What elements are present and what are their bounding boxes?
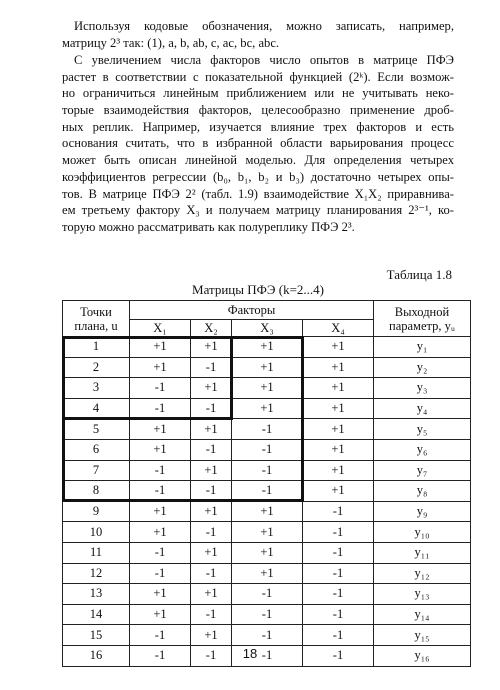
cell-x3: +1 xyxy=(232,501,303,522)
cell-x4: +1 xyxy=(303,439,374,460)
cell-x3: +1 xyxy=(232,563,303,584)
table-row xyxy=(63,481,471,502)
table-row xyxy=(63,501,471,522)
cell-x1: +1 xyxy=(130,357,191,378)
cell-x2: -1 xyxy=(191,398,232,419)
cell-point: 14 xyxy=(63,604,130,625)
cell-x4: +1 xyxy=(303,460,374,481)
table-row xyxy=(63,419,471,440)
cell-x1: -1 xyxy=(130,398,191,419)
text-line: торые взаимодействия факторов, целесообразно применение дроб- xyxy=(62,103,454,118)
paragraph-2 xyxy=(62,52,454,236)
cell-point: 11 xyxy=(63,542,130,563)
cell-x1: +1 xyxy=(130,439,191,460)
cell-x4: +1 xyxy=(303,481,374,502)
paragraph-1 xyxy=(62,18,454,51)
cell-x1: -1 xyxy=(130,378,191,399)
cell-x1: -1 xyxy=(130,481,191,502)
cell-x4: -1 xyxy=(303,584,374,605)
cell-x4: +1 xyxy=(303,419,374,440)
cell-point: 2 xyxy=(63,357,130,378)
table-row xyxy=(63,378,471,399)
cell-x2: +1 xyxy=(191,584,232,605)
cell-x2: -1 xyxy=(191,604,232,625)
cell-point: 8 xyxy=(63,481,130,502)
cell-x1: -1 xyxy=(130,542,191,563)
cell-x4: -1 xyxy=(303,645,374,666)
cell-x1: +1 xyxy=(130,501,191,522)
cell-x2: -1 xyxy=(191,645,232,666)
cell-output: y₄ xyxy=(374,398,471,419)
cell-x4: +1 xyxy=(303,357,374,378)
table-row xyxy=(63,398,471,419)
cell-output: y₁ xyxy=(374,337,471,358)
cell-x2: +1 xyxy=(191,460,232,481)
cell-x4: -1 xyxy=(303,625,374,646)
cell-point: 9 xyxy=(63,501,130,522)
cell-x4: +1 xyxy=(303,337,374,358)
table-row xyxy=(63,522,471,543)
cell-point: 7 xyxy=(63,460,130,481)
cell-point: 12 xyxy=(63,563,130,584)
cell-point: 1 xyxy=(63,337,130,358)
cell-output: y₁₅ xyxy=(374,625,471,646)
cell-x3: -1 xyxy=(232,460,303,481)
cell-x2: -1 xyxy=(191,563,232,584)
header-x4: X₄ xyxy=(303,320,374,337)
header-x3: X₃ xyxy=(232,320,303,337)
table-header-row xyxy=(63,301,471,320)
table-row xyxy=(63,357,471,378)
cell-x3: +1 xyxy=(232,337,303,358)
cell-x2: -1 xyxy=(191,439,232,460)
cell-x4: -1 xyxy=(303,522,374,543)
cell-output: y₃ xyxy=(374,378,471,399)
cell-x2: +1 xyxy=(191,337,232,358)
header-output: Выходной параметр, yᵤ xyxy=(374,301,471,337)
cell-x4: -1 xyxy=(303,542,374,563)
cell-x1: +1 xyxy=(130,522,191,543)
cell-x3: +1 xyxy=(232,522,303,543)
cell-x1: -1 xyxy=(130,625,191,646)
cell-x3: +1 xyxy=(232,357,303,378)
cell-x2: +1 xyxy=(191,419,232,440)
cell-output: y₂ xyxy=(374,357,471,378)
cell-x3: +1 xyxy=(232,398,303,419)
cell-x1: +1 xyxy=(130,419,191,440)
text-line: основания считать, что в избранной области варьирования процесс xyxy=(62,136,454,151)
cell-x4: -1 xyxy=(303,563,374,584)
cell-x4: -1 xyxy=(303,604,374,625)
cell-x2: +1 xyxy=(191,625,232,646)
cell-x1: +1 xyxy=(130,584,191,605)
header-factors: Факторы xyxy=(130,301,374,320)
cell-output: y₇ xyxy=(374,460,471,481)
cell-x4: +1 xyxy=(303,378,374,399)
header-points: Точки плана, u xyxy=(63,301,130,337)
cell-output: y₉ xyxy=(374,501,471,522)
cell-x1: +1 xyxy=(130,604,191,625)
cell-x3: -1 xyxy=(232,419,303,440)
cell-point: 15 xyxy=(63,625,130,646)
cell-x2: +1 xyxy=(191,501,232,522)
cell-point: 13 xyxy=(63,584,130,605)
cell-output: y₁₄ xyxy=(374,604,471,625)
text-line: тов. В матрице ПФЭ 2² (табл. 1.9) взаимодействие X₁X₂ приравнива- xyxy=(62,186,454,201)
cell-point: 5 xyxy=(63,419,130,440)
cell-x4: -1 xyxy=(303,501,374,522)
table-row xyxy=(63,563,471,584)
table-caption: Таблица 1.8 xyxy=(386,267,452,282)
page-number: 18 xyxy=(242,646,258,661)
cell-x3: -1 xyxy=(232,481,303,502)
cell-output: y₁₁ xyxy=(374,542,471,563)
cell-x1: -1 xyxy=(130,645,191,666)
cell-x3: -1 xyxy=(232,439,303,460)
text-line: Используя кодовые обозначения, можно записать, например, xyxy=(74,19,454,33)
cell-x1: -1 xyxy=(130,460,191,481)
cell-x1: +1 xyxy=(130,337,191,358)
table-row xyxy=(63,604,471,625)
cell-point: 10 xyxy=(63,522,130,543)
cell-point: 3 xyxy=(63,378,130,399)
table-row xyxy=(63,337,471,358)
cell-x4: +1 xyxy=(303,398,374,419)
cell-x3: -1 xyxy=(232,625,303,646)
table-row xyxy=(63,584,471,605)
cell-x2: -1 xyxy=(191,357,232,378)
text-line: коэффициентов регрессии (b₀, b₁, b₂ и b₃) достаточно четырех опы- xyxy=(62,169,454,184)
cell-point: 4 xyxy=(63,398,130,419)
text-line: торую можно рассматривать как полуреплику ПФЭ 2³. xyxy=(62,219,355,234)
table-row xyxy=(63,439,471,460)
cell-x2: -1 xyxy=(191,481,232,502)
table-row xyxy=(63,625,471,646)
pfe-matrix-table xyxy=(62,300,471,667)
cell-x2: +1 xyxy=(191,542,232,563)
table-row xyxy=(63,460,471,481)
cell-output: y₆ xyxy=(374,439,471,460)
cell-x3: -1 xyxy=(232,645,303,666)
cell-x3: -1 xyxy=(232,584,303,605)
cell-output: y₁₂ xyxy=(374,563,471,584)
text-line: матрицу 2³ так: (1), a, b, ab, c, ac, bc, abc. xyxy=(62,35,280,50)
cell-output: y₁₃ xyxy=(374,584,471,605)
cell-x2: -1 xyxy=(191,522,232,543)
table-title: Матрицы ПФЭ (k=2...4) xyxy=(192,282,324,297)
text-line: С увеличением числа факторов число опытов в матрице ПФЭ xyxy=(74,53,454,67)
text-line: растет в соответствии с показательной функцией (2ᵏ). Если возмож- xyxy=(62,69,454,84)
cell-output: y₈ xyxy=(374,481,471,502)
text-line: ем третьему фактору X₃ и получаем матрицу планирования 2³⁻¹, ко- xyxy=(62,203,454,218)
cell-x2: +1 xyxy=(191,378,232,399)
cell-point: 16 xyxy=(63,645,130,666)
table-row xyxy=(63,542,471,563)
text-line: может быть описан линейной моделью. Для определения четырех xyxy=(62,153,454,168)
cell-output: y₅ xyxy=(374,419,471,440)
text-line: но ограничиться линейным приближением или не учитывать неко- xyxy=(62,86,454,101)
header-x1: X₁ xyxy=(130,320,191,337)
header-x2: X₂ xyxy=(191,320,232,337)
cell-point: 6 xyxy=(63,439,130,460)
cell-x3: -1 xyxy=(232,604,303,625)
cell-output: y₁₆ xyxy=(374,645,471,666)
text-line: ных реплик. Например, изучается влияние трех факторов и есть xyxy=(62,119,454,134)
cell-x1: -1 xyxy=(130,563,191,584)
cell-output: y₁₀ xyxy=(374,522,471,543)
cell-x3: +1 xyxy=(232,542,303,563)
cell-x3: +1 xyxy=(232,378,303,399)
